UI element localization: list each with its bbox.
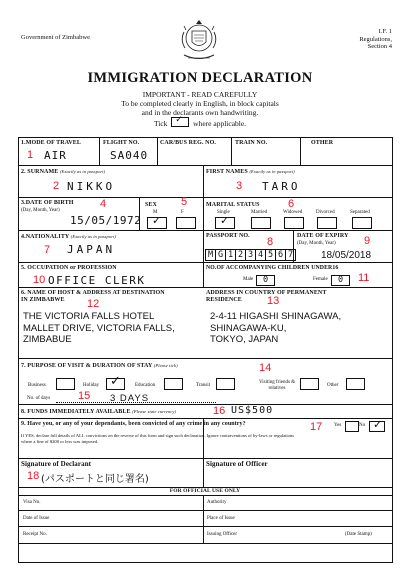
marital-married-checkbox[interactable] <box>251 217 271 229</box>
flight-no-value[interactable]: SA040 <box>110 149 149 162</box>
authority-label: Authority <box>207 500 227 505</box>
marker-8: 8 <box>267 236 274 248</box>
instructions <box>0 90 400 128</box>
surname-note: (Exactly as in passport) <box>59 169 106 174</box>
marital-status-label: MARITAL STATUS <box>206 202 260 208</box>
dob-note: (Day, Month, Year) <box>21 208 60 213</box>
surname-value[interactable]: NIKKO <box>67 180 116 193</box>
surname-label <box>21 168 105 176</box>
checkmark-icon: ✓ <box>175 115 183 125</box>
marker-2: 2 <box>53 180 60 192</box>
purpose-visiting-label: Visiting friends & relatives <box>258 380 296 391</box>
host-address-line-2: MALLET DRIVE, VICTORIA FALLS, <box>23 322 175 334</box>
permanent-address-line-1: 2-4-11 HIGASHI SHINAGAWA, <box>210 311 342 322</box>
host-address-line-3: ZIMBABUE <box>23 334 72 345</box>
purpose-label-text: 7. PURPOSE OF VISIT & DURATION OF STAY <box>21 363 153 369</box>
funds-value[interactable]: US$500 <box>231 405 274 416</box>
marital-separated-checkbox[interactable] <box>352 217 372 229</box>
marker-10: 10 <box>33 274 46 286</box>
expiry-note: (Day, Month, Year) <box>297 241 336 246</box>
passport-char-4[interactable]: 2 <box>235 249 246 261</box>
section-label: Section 4 <box>367 43 392 50</box>
marker-1: 1 <box>27 149 34 161</box>
convicted-no-checkbox[interactable] <box>369 418 385 432</box>
convicted-yes-label: Yes <box>334 423 342 428</box>
sex-f-label: F <box>181 210 184 215</box>
funds-label-text: 8. FUNDS IMMEDIATELY AVAILABLE <box>21 409 131 415</box>
declarant-signature-value[interactable]: (パスポートと同じ署名) <box>41 474 149 485</box>
passport-no-label: PASSPORT NO. <box>206 233 250 239</box>
date-of-expiry-value[interactable]: 18/05/2018 <box>321 250 372 261</box>
purpose-business-label: Business <box>28 383 46 388</box>
purpose-label <box>21 362 178 370</box>
passport-char-9[interactable]: 7 <box>285 249 296 261</box>
checkmark-icon: ✓ <box>220 214 230 227</box>
host-address-line-1: THE VICTORIA FALLS HOTEL <box>23 311 155 322</box>
accompanying-children-label: NO.OF ACCOMPANYING CHILDREN UNDER16 <box>206 265 339 271</box>
passport-char-6[interactable]: 4 <box>255 249 266 261</box>
form-border <box>18 137 393 563</box>
checkmark-icon: ✓ <box>110 374 121 389</box>
occupation-value[interactable]: OFFICE CLERK <box>48 274 146 287</box>
nationality-note: (Exactly as in passport) <box>70 234 117 239</box>
marital-single-label: Single <box>217 210 230 215</box>
marker-7: 7 <box>44 244 51 256</box>
surname-label-text: 2. SURNAME <box>21 169 59 175</box>
sex-m-label: M <box>153 210 158 215</box>
marker-5: 5 <box>181 196 188 208</box>
conviction-warning-line-1: If YES, declare full details of ALL convictions on the reverse of this form and sign such declaration. Ignore contraventions of by-laws or regulations <box>21 433 295 438</box>
convicted-question: 9. Have you, or any of your dependants, been convicted of any crime in any country? <box>21 421 246 427</box>
marker-4: 4 <box>100 198 107 210</box>
passport-char-1[interactable]: M <box>205 249 216 261</box>
form-title: IMMIGRATION DECLARATION <box>87 70 313 86</box>
instruction-line-2: and in the declarants own handwriting. <box>141 108 259 117</box>
issuing-officer-label: Issuing Officer <box>207 532 238 537</box>
marital-divorced-label: Divorced <box>316 210 335 215</box>
tick-instruction <box>0 117 400 128</box>
first-names-label-text: FIRST NAMES <box>206 169 248 175</box>
coat-of-arms-icon <box>176 18 222 66</box>
checkmark-icon: ✓ <box>152 214 162 227</box>
passport-char-7[interactable]: 5 <box>265 249 276 261</box>
purpose-transit-checkbox[interactable] <box>216 378 235 390</box>
date-of-issue-label: Date of Issue <box>23 516 50 521</box>
marital-married-label: Married <box>251 210 268 215</box>
visa-no-label: Visa No. <box>23 500 41 505</box>
passport-char-8[interactable]: 6 <box>275 249 286 261</box>
conviction-warning <box>21 433 389 444</box>
funds-note: (Please state currency) <box>132 409 177 414</box>
place-of-issue-label: Place of Issue <box>207 516 235 521</box>
marker-14: 14 <box>259 362 272 374</box>
occupation-label: 5. OCCUPATION or PROFESSION <box>21 265 117 271</box>
officer-signature-label: Signature of Officer <box>206 460 268 468</box>
marker-12: 12 <box>87 298 100 310</box>
convicted-no-label: No <box>359 423 366 428</box>
children-female-value[interactable]: 0 <box>331 275 350 286</box>
date-of-birth-label: 3.DATE OF BIRTH <box>21 200 74 206</box>
permanent-address-line-2: SHINAGAWA-KU, <box>210 322 287 334</box>
purpose-other-label: Other <box>327 383 339 388</box>
permanent-address-line-3: TOKYO, JAPAN <box>210 334 279 345</box>
declarant-signature-label: Signature of Declarant <box>21 460 92 468</box>
passport-char-3[interactable]: 1 <box>225 249 236 261</box>
passport-char-5[interactable]: 3 <box>245 249 256 261</box>
purpose-business-checkbox[interactable] <box>56 378 75 390</box>
date-of-birth-value[interactable]: 15/05/1972 <box>70 214 142 227</box>
first-names-note: (Exactly as in passport) <box>249 169 295 174</box>
mode-of-travel-value[interactable]: AIR <box>44 149 67 162</box>
days-label: No. of days <box>27 396 51 401</box>
nationality-label <box>21 233 116 241</box>
purpose-holiday-checkbox[interactable] <box>106 374 125 390</box>
date-of-expiry-label: DATE OF EXPIRY <box>297 233 349 239</box>
form-reference <box>342 28 392 51</box>
form-code: I.F. 1 <box>378 28 392 35</box>
important-notice: IMPORTANT - READ CAREFULLY <box>142 90 258 99</box>
sex-male-checkbox[interactable] <box>147 214 167 229</box>
train-no-label: TRAIN NO. <box>235 140 268 146</box>
marital-separated-label: Separated <box>350 210 370 215</box>
purpose-education-checkbox[interactable] <box>164 378 183 390</box>
marker-9: 9 <box>364 235 371 247</box>
tick-suffix: where applicable. <box>193 119 247 128</box>
permanent-address-label-line-2: RESIDENCE <box>206 297 242 303</box>
marker-17: 17 <box>310 421 323 433</box>
mode-of-travel-label: 1.MODE OF TRAVEL <box>21 140 81 146</box>
marker-15: 15 <box>78 390 91 402</box>
marker-11: 11 <box>358 272 370 284</box>
marker-18: 18 <box>27 470 40 482</box>
marker-16: 16 <box>213 405 226 417</box>
purpose-note: (Please tick) <box>153 363 178 368</box>
regulations-label: Regulations, <box>359 35 392 43</box>
tick-sample-box <box>171 117 189 127</box>
marker-6: 6 <box>288 198 295 210</box>
conviction-warning-line-2: where a fine of $200 or less was imposed. <box>21 438 99 444</box>
convicted-yes-checkbox[interactable] <box>345 421 359 432</box>
host-address-label-line-1: 6. NAME OF HOST & ADDRESS AT DESTINATION <box>21 290 165 296</box>
marital-widowed-label: Widowed <box>283 210 303 215</box>
receipt-no-label: Receipt No. <box>23 532 47 537</box>
sex-label: SEX <box>145 202 157 208</box>
permanent-address-value[interactable] <box>210 311 341 346</box>
purpose-transit-label: Transit <box>196 383 210 388</box>
children-male-value[interactable]: 0 <box>256 275 275 286</box>
marker-3: 3 <box>236 180 243 192</box>
purpose-education-label: Education <box>135 383 156 388</box>
first-names-value[interactable]: TARO <box>262 180 301 193</box>
instruction-line-1: To be completed clearly in English, in block capitals <box>121 99 279 108</box>
nationality-label-text: 4.NATIONALITY <box>21 234 70 240</box>
date-stamp-label: (Date Stamp) <box>345 532 372 537</box>
checkmark-icon: ✓ <box>373 418 383 431</box>
host-address-label-line-2: IN ZIMBABWE <box>21 297 65 303</box>
days-value[interactable]: 3 DAYS <box>110 393 150 404</box>
first-names-label <box>206 168 295 176</box>
marital-divorced-checkbox[interactable] <box>317 217 337 229</box>
permanent-address-label-line-1: ADDRESS IN COUNTRY OF PERMANENT <box>206 290 327 296</box>
marital-single-checkbox[interactable] <box>215 214 235 229</box>
car-bus-reg-label: CAR/BUS REG. NO. <box>160 140 216 146</box>
passport-char-2[interactable]: G <box>215 249 226 261</box>
tick-label: Tick <box>153 119 168 128</box>
children-female-label: Female <box>313 277 328 282</box>
nationality-value[interactable]: JAPAN <box>67 243 116 256</box>
purpose-other-checkbox[interactable] <box>346 378 365 390</box>
purpose-holiday-label: Holiday <box>83 383 100 388</box>
other-label: OTHER <box>311 140 334 146</box>
sex-female-checkbox[interactable] <box>176 217 196 229</box>
purpose-visiting-checkbox[interactable] <box>300 378 319 390</box>
official-use-title: FOR OFFICIAL USE ONLY <box>169 488 241 494</box>
government-label: Government of Zimbabwe <box>21 34 90 41</box>
marital-widowed-checkbox[interactable] <box>284 217 304 229</box>
marker-13: 13 <box>267 295 280 307</box>
flight-no-label: FLIGHT NO. <box>103 140 140 146</box>
children-male-label: Male <box>243 277 254 282</box>
funds-label <box>21 408 176 416</box>
host-address-value[interactable] <box>23 311 175 346</box>
